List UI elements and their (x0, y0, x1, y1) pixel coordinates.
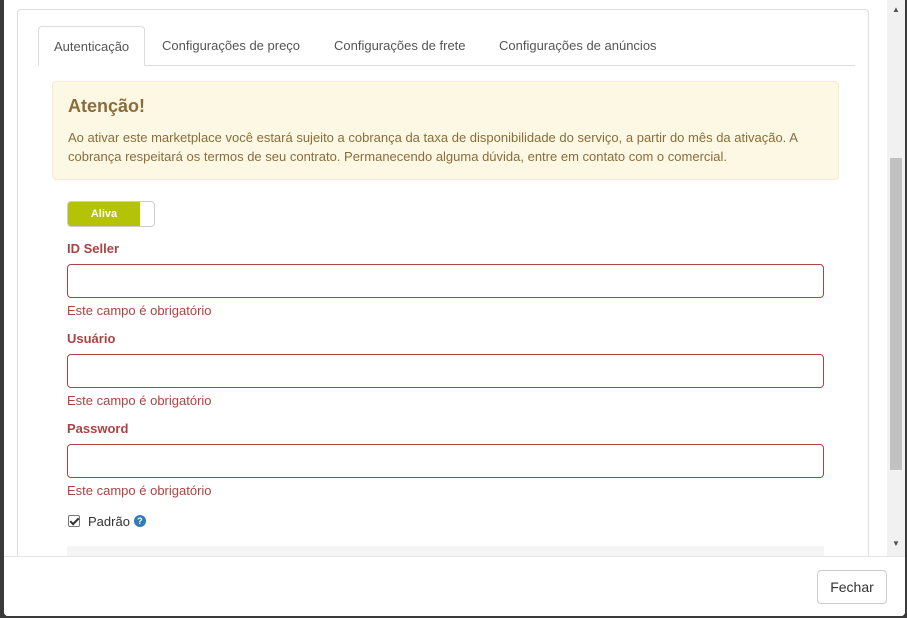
settings-panel (17, 9, 869, 556)
default-checkbox[interactable] (68, 515, 80, 527)
usuario-error: Este campo é obrigatório (67, 393, 212, 408)
tab-bar (38, 26, 855, 66)
tab-configuracoes-preco[interactable]: Configurações de preço (162, 38, 301, 53)
form-group-password (67, 420, 824, 498)
usuario-input[interactable] (67, 354, 824, 388)
password-input[interactable] (67, 444, 824, 478)
vertical-scrollbar[interactable] (887, 0, 905, 556)
warning-alert (52, 81, 839, 180)
password-error: Este campo é obrigatório (67, 483, 212, 498)
usuario-label: Usuário (67, 331, 116, 346)
scroll-thumb[interactable] (890, 158, 902, 470)
form-group-id-seller (67, 240, 824, 318)
scroll-up-arrow-icon[interactable]: ▲ (892, 5, 900, 14)
form-group-usuario (67, 330, 824, 408)
password-label: Password (67, 421, 129, 436)
active-toggle[interactable] (67, 201, 155, 227)
alert-title: Atenção! (68, 96, 146, 116)
modal-footer (4, 556, 905, 616)
id-seller-error: Este campo é obrigatório (67, 303, 212, 318)
close-button[interactable]: Fechar (817, 570, 887, 604)
tab-autenticacao[interactable]: Autenticação (38, 26, 145, 66)
modal-body (4, 0, 887, 556)
id-seller-input[interactable] (67, 264, 824, 298)
modal-dialog (4, 0, 905, 616)
tab-configuracoes-anuncios[interactable]: Configurações de anúncios (499, 38, 657, 53)
id-seller-label: ID Seller (67, 241, 120, 256)
default-checkbox-row (68, 512, 146, 530)
default-checkbox-label[interactable]: Padrão (88, 513, 130, 529)
tab-configuracoes-frete[interactable]: Configurações de frete (334, 38, 466, 53)
toggle-on-label: Aliva (68, 202, 140, 226)
next-section-placeholder (67, 546, 824, 556)
question-circle-icon[interactable]: ? (134, 515, 146, 527)
alert-message: Ao ativar este marketplace você estará sujeito a cobrança da taxa de disponibilidade do serviço, a partir do mês da ativação. A cobrança respeitará os termos de seu contrato. Permanecendo alguma dúvida, entre em contato com o comercial. (68, 130, 798, 164)
scroll-down-arrow-icon[interactable]: ▼ (892, 539, 900, 548)
